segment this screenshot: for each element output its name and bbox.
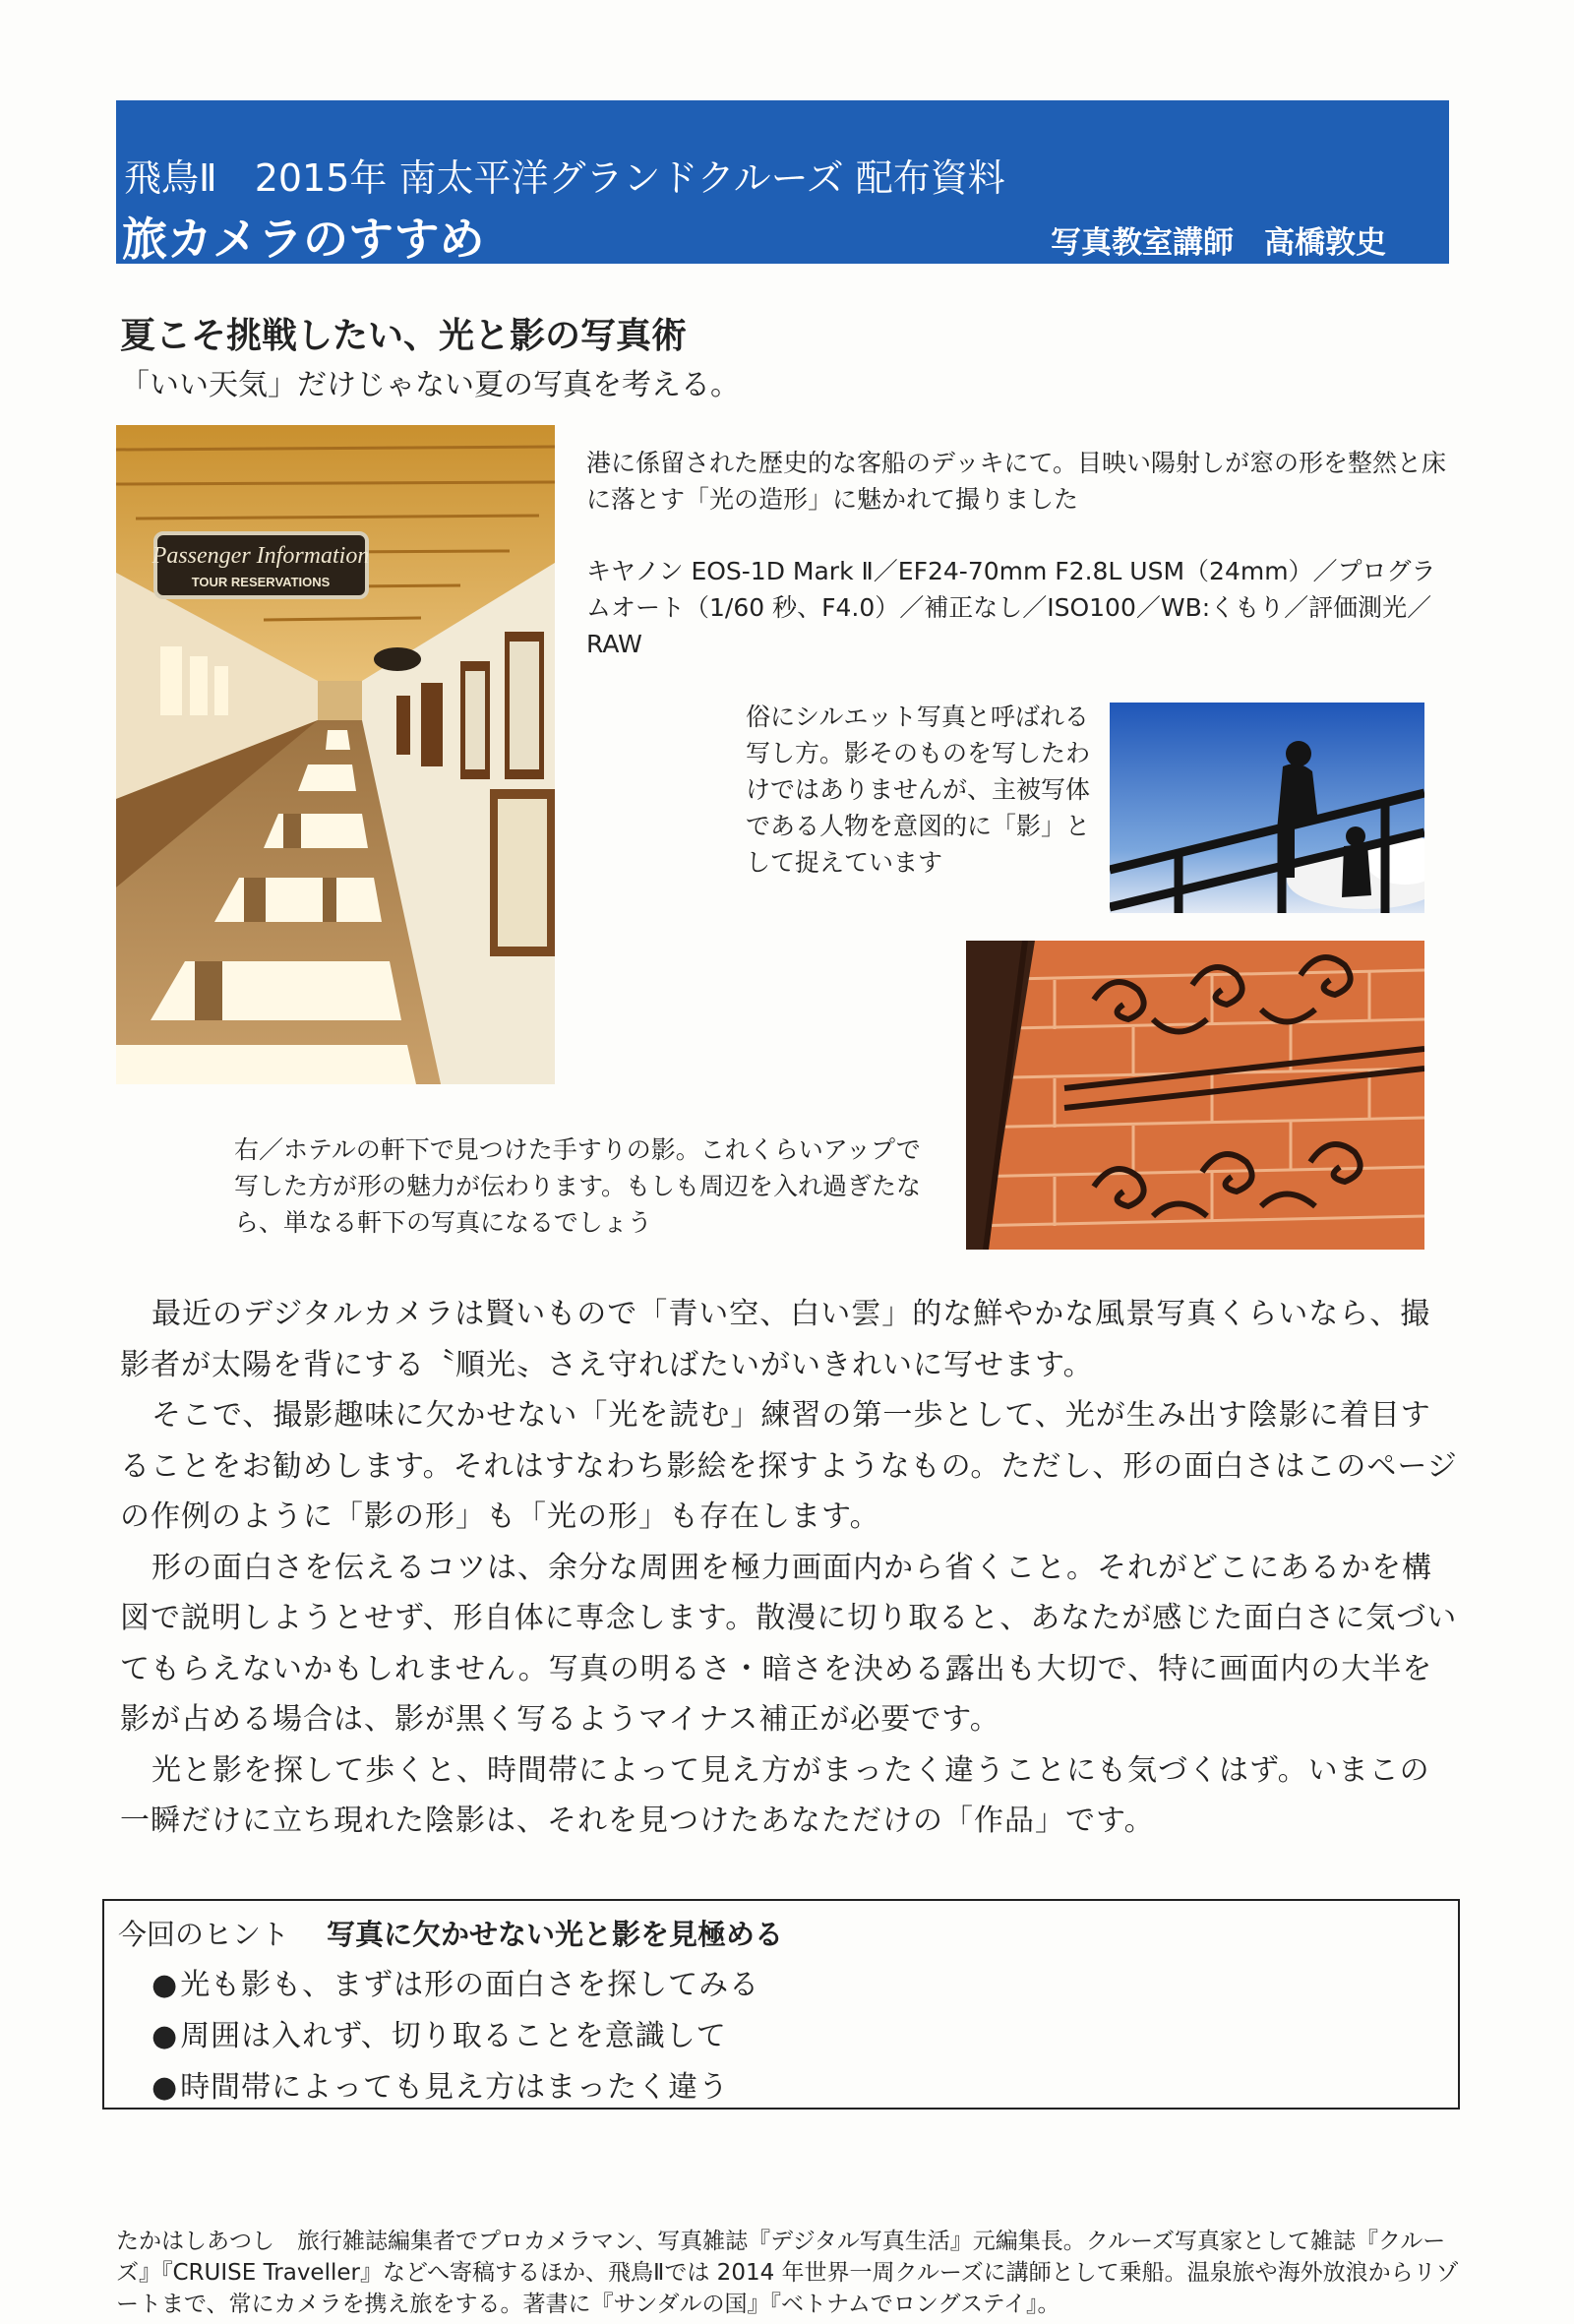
article-subheadline: 「いい天気」だけじゃない夏の写真を考える。 [120, 368, 740, 402]
body-paragraph-1: 最近のデジタルカメラは賢いもので「青い空、白い雲」的な鮮やかな風景写真くらいなら、撮影者が太陽を背にする〝順光〟さえ守ればたいがいきれいに写せます。 [120, 1297, 1431, 1382]
author-bio: たかはしあつし 旅行雑誌編集者でプロカメラマン、写真雑誌『デジタル写真生活』元編集長。クルーズ写真家として雑誌『クルーズ』『CRUISE Traveller』などへ寄稿するほか、飛鳥Ⅱでは 2014 年世界一周クルーズに講師として乗船。温泉旅や海外放浪からリゾートまで、常にカメラを携え旅をする。著書に『サンダルの国』『ベトナムでロングステイ』。 [116, 2229, 1459, 2317]
header-title: 旅カメラのすすめ [122, 213, 485, 266]
photo-railing-shadow [966, 941, 1424, 1250]
sign-text-line2: TOUR RESERVATIONS [191, 575, 331, 589]
hint-item-2: ● 周囲は入れず、切り取ることを意識して [151, 2011, 759, 2062]
header-author: 写真教室講師 高橋敦史 [1051, 225, 1386, 261]
hint-item-1: ● 光も影も、まずは形の面白さを探してみる [151, 1960, 759, 2011]
article-body [120, 1289, 1458, 1847]
sign-text-line1: Passenger Information [151, 543, 370, 569]
caption-deck-camera-settings: キヤノン EOS-1D Mark Ⅱ／EF24-70mm F2.8L USM（24mm）／プログラムオート（1/60 秒、F4.0）／補正なし／ISO100／WB:くもり／評価測光／RAW [586, 557, 1436, 658]
hint-title: 写真に欠かせない光と影を見極める [327, 1918, 784, 1951]
hint-heading [118, 1913, 783, 1953]
hint-label: 今回のヒント [118, 1918, 290, 1951]
photo-ship-deck [116, 425, 555, 1084]
caption-silhouette-photo: 俗にシルエット写真と呼ばれる写し方。影そのものを写したわけではありませんが、主被写体である人物を意図的に「影」として捉えています [746, 703, 1091, 877]
header-subtitle: 飛鳥Ⅱ 2015年 南太平洋グランドクルーズ 配布資料 [124, 156, 1005, 200]
caption-railing-photo: 右／ホテルの軒下で見つけた手すりの影。これくらいアップで写した方が形の魅力が伝わります。もしも周辺を入れ過ぎたなら、単なる軒下の写真になるでしょう [234, 1135, 922, 1237]
hint-item-3: ● 時間帯によっても見え方はまったく違う [151, 2062, 759, 2113]
body-paragraph-3: 形の面白さを伝えるコツは、余分な周囲を極力画面内から省くこと。それがどこにあるかを構図で説明しようとせず、形自体に専念します。散漫に切り取ると、あなたが感じた面白さに気づいてもらえないかもしれません。写真の明るさ・暗さを決める露出も大切で、特に画面内の大半を影が占める場合は、影が黒く写るようマイナス補正が必要です。 [120, 1550, 1458, 1737]
body-paragraph-4: 光と影を探して歩くと、時間帯によって見え方がまったく違うことにも気づくはず。いまこの一瞬だけに立ち現れた陰影は、それを見つけたあなただけの「作品」です。 [120, 1752, 1430, 1838]
photo-silhouette [1110, 703, 1424, 913]
article-headline: 夏こそ挑戦したい、光と影の写真術 [120, 316, 688, 356]
body-paragraph-2: そこで、撮影趣味に欠かせない「光を読む」練習の第一歩として、光が生み出す陰影に着目することをお勧めします。それはすなわち影絵を探すようなもの。ただし、形の面白さはこのページの作例のように「影の形」も「光の形」も存在します。 [120, 1398, 1458, 1534]
caption-deck-photo: 港に係留された歴史的な客船のデッキにて。目映い陽射しが窓の形を整然と床に落とす「光の造形」に魅かれて撮りました [586, 449, 1447, 514]
hint-list [151, 1960, 759, 2113]
